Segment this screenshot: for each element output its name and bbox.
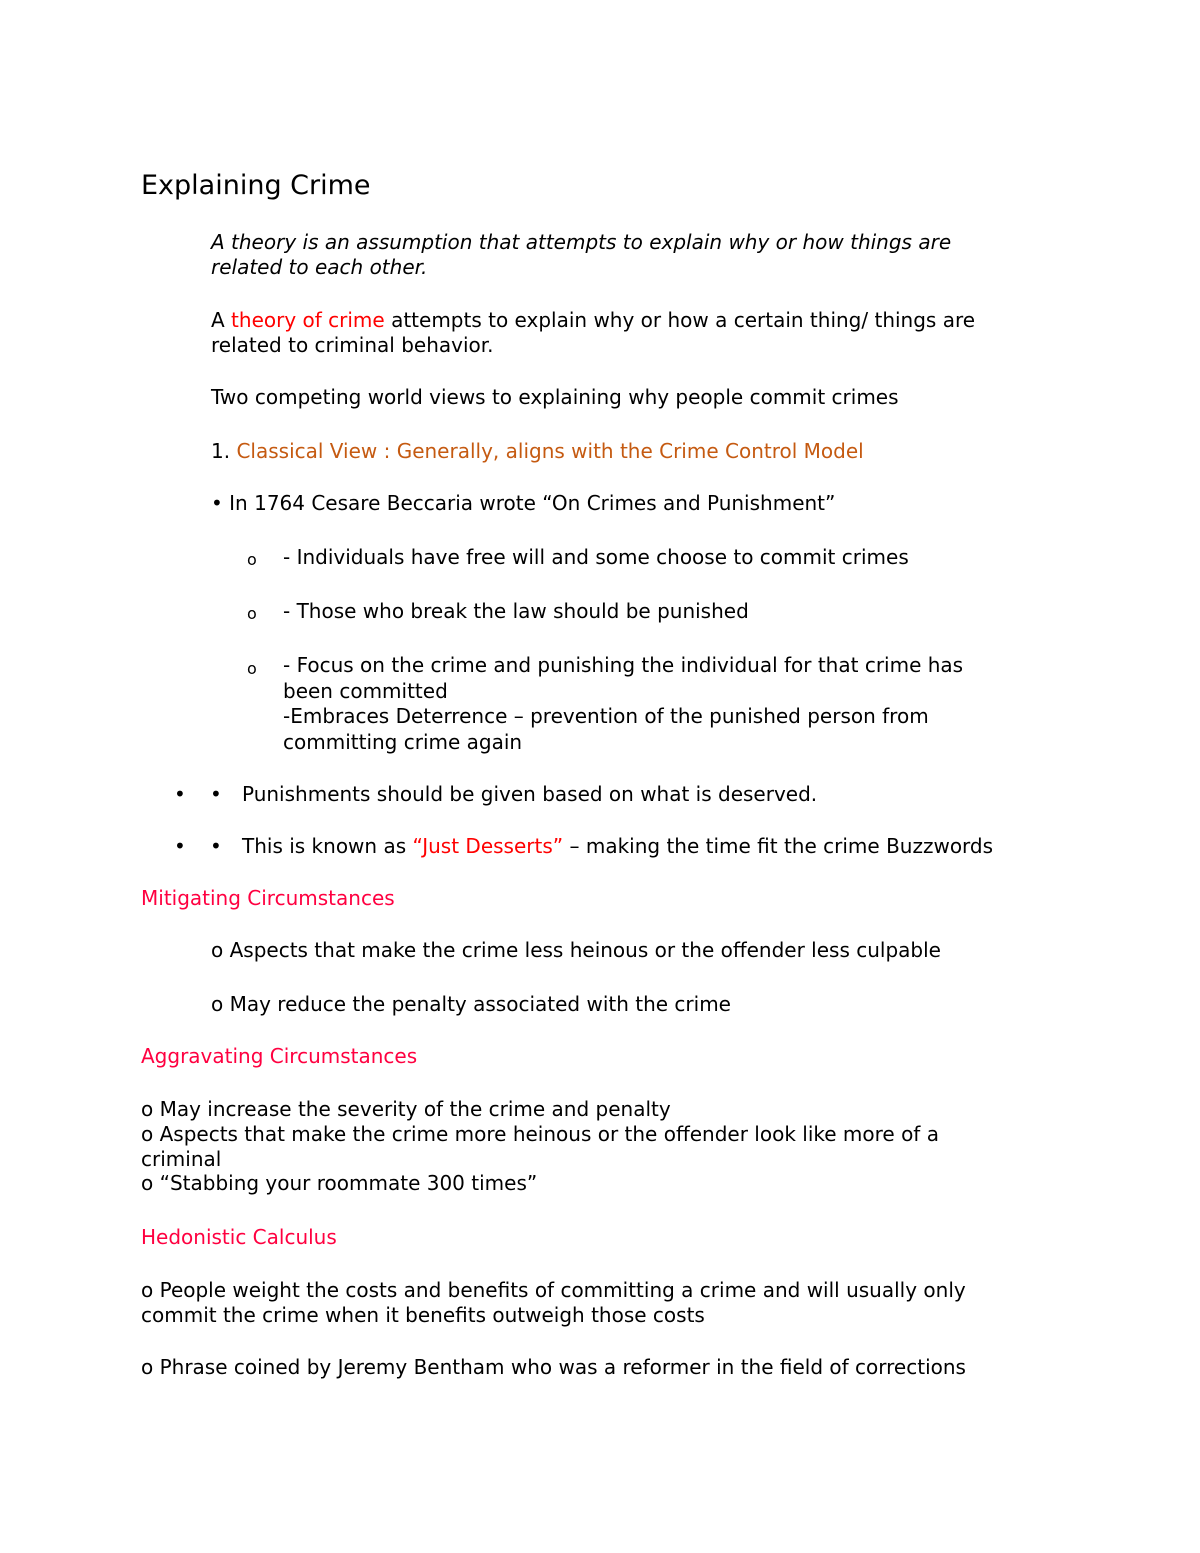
theory-of-crime-line-2: related to criminal behavior. (211, 333, 494, 357)
bullet-icon: • (211, 491, 223, 515)
beccaria-item (211, 491, 835, 517)
two-world-views: Two competing world views to explaining why people commit crimes (211, 385, 899, 409)
just-desserts-text (242, 834, 993, 860)
theory-of-crime-rest: attempts to explain why or how a certain thing/ things are (384, 308, 976, 332)
aggravating-line-4: o “Stabbing your roommate 300 times” (141, 1171, 538, 1195)
theory-of-crime-prefix: A (211, 308, 232, 332)
theory-of-crime-term: theory of crime (231, 308, 385, 332)
bullet-icon: • (210, 834, 222, 858)
aggravating-line-1: o May increase the severity of the crime and penalty (141, 1097, 671, 1121)
punishments-text: Punishments should be given based on what is deserved. (242, 782, 818, 806)
theory-of-crime-paragraph (211, 308, 975, 334)
page-title: Explaining Crime (141, 170, 371, 201)
theory-definition-line-2: related to each other. (211, 255, 428, 279)
just-desserts-prefix: This is known as (242, 834, 413, 858)
mitigating-heading: Mitigating Circumstances (141, 886, 395, 910)
sub-item-focus-line-2: been committed (283, 679, 448, 703)
classical-view-heading (211, 439, 864, 465)
sub-item-focus-line-4: committing crime again (283, 730, 523, 754)
classical-view-title: Classical View : Generally, aligns with the Crime Control Model (236, 439, 864, 463)
circle-bullet-icon: o (247, 659, 257, 678)
mitigating-item-1: o Aspects that make the crime less heinous or the offender less culpable (211, 938, 941, 962)
classical-view-number: 1. (211, 439, 237, 463)
hedonistic-item-1-line-1: o People weight the costs and benefits of committing a crime and will usually only (141, 1278, 966, 1302)
aggravating-line-3: criminal (141, 1147, 222, 1171)
hedonistic-heading: Hedonistic Calculus (141, 1225, 337, 1249)
sub-item-free-will: - Individuals have free will and some choose to commit crimes (283, 545, 909, 569)
sub-item-focus-line-1: - Focus on the crime and punishing the individual for that crime has (283, 653, 964, 677)
hedonistic-item-2: o Phrase coined by Jeremy Bentham who was a reformer in the field of corrections (141, 1355, 966, 1379)
just-desserts-term: “Just Desserts” (412, 834, 564, 858)
circle-bullet-icon: o (247, 604, 257, 623)
sub-item-focus-line-3: -Embraces Deterrence – prevention of the punished person from (283, 704, 929, 728)
aggravating-heading: Aggravating Circumstances (141, 1044, 418, 1068)
bullet-icon: • (174, 782, 186, 806)
sub-item-punished: - Those who break the law should be punished (283, 599, 749, 623)
aggravating-line-2: o Aspects that make the crime more heinous or the offender look like more of a (141, 1122, 939, 1146)
mitigating-item-2: o May reduce the penalty associated with the crime (211, 992, 731, 1016)
hedonistic-item-1-line-2: commit the crime when it benefits outweigh those costs (141, 1303, 705, 1327)
just-desserts-rest: – making the time fit the crime Buzzwords (563, 834, 994, 858)
bullet-icon: • (210, 782, 222, 806)
circle-bullet-icon: o (247, 550, 257, 569)
beccaria-text: In 1764 Cesare Beccaria wrote “On Crimes and Punishment” (229, 491, 836, 515)
theory-definition-line-1: A theory is an assumption that attempts to explain why or how things are (211, 230, 952, 254)
bullet-icon: • (174, 834, 186, 858)
